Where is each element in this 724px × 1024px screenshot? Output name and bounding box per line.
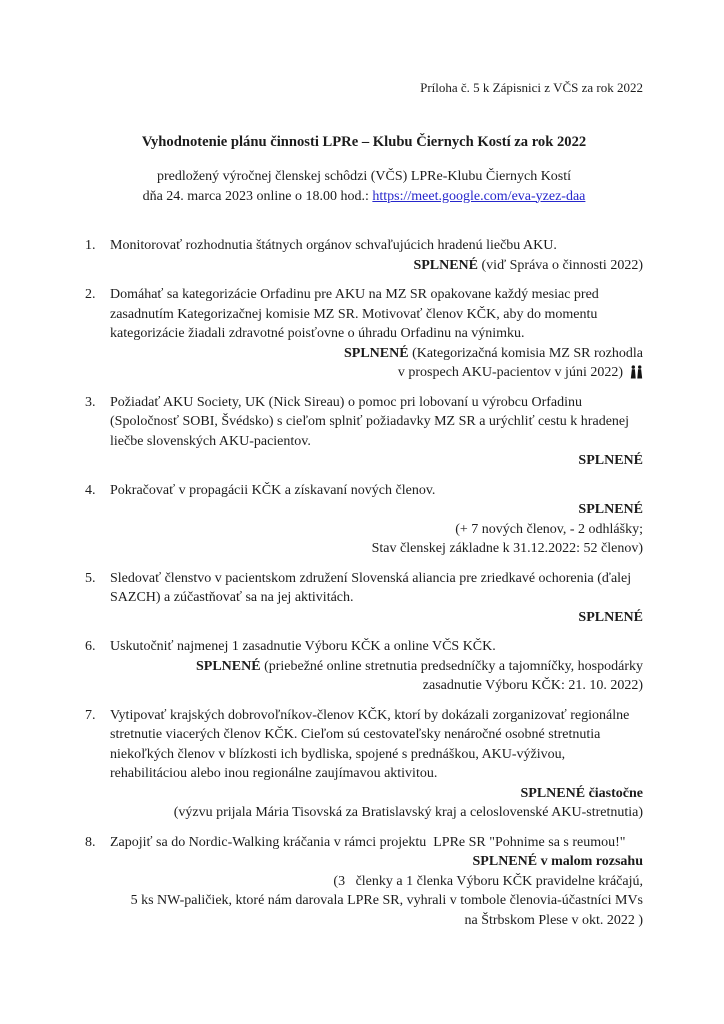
result-detail-text: 5 ks NW-paličiek, ktoré nám darovala LPRe SR, vyhrali v tombole členovia-účastníci MVs	[130, 893, 643, 908]
result-status-label: SPLNENÉ	[578, 609, 643, 625]
item-result	[75, 784, 643, 823]
item-result-line	[75, 911, 643, 931]
item-result-line	[75, 852, 643, 872]
item-number: 6.	[85, 639, 96, 654]
list-item	[85, 833, 643, 931]
item-number: 5.	[85, 570, 96, 586]
item-result	[75, 657, 643, 696]
result-detail-text: na Štrbskom Plese v okt. 2022 )	[464, 912, 643, 928]
attachment-note: Príloha č. 5 k Zápisnici z VČS za rok 2022	[420, 80, 643, 95]
result-detail-text: v prospech AKU-pacientov v júni 2022)	[397, 365, 623, 380]
item-result	[75, 256, 643, 276]
item-number: 8.	[85, 834, 96, 850]
result-detail-text: (3 členky a 1 členka Výboru KČK pravidelne kráčajú,	[333, 873, 643, 889]
result-status-label: SPLNENÉ čiastočne	[520, 785, 643, 801]
result-status-label: SPLNENÉ	[343, 345, 409, 361]
item-result-line	[75, 608, 643, 628]
meeting-link[interactable]: https://meet.google.com/eva-yzez-daa	[372, 188, 586, 204]
binoculars-icon	[630, 365, 643, 380]
list-item	[85, 481, 643, 559]
subtitle-line1: predložený výročnej členskej schôdzi (VČS) LPRe-Klubu Čiernych Kostí	[156, 169, 572, 184]
item-task: Požiadať AKU Society, UK (Nick Sireau) o pomoc pri lobovaní u výrobcu Orfadinu (Spoločnosť SOBI, Švédsko) s cieľom splniť požiadavky MZ SR a urýchliť cestu k hradenej liečbe slovenských AKU-pacientov.	[110, 394, 630, 449]
item-number: 4.	[85, 482, 96, 498]
item-result	[75, 852, 643, 930]
item-result	[75, 451, 643, 471]
item-result-line	[75, 344, 643, 364]
item-result-line	[75, 451, 643, 471]
item-result	[75, 608, 643, 628]
item-number: 1.	[85, 238, 96, 253]
subtitle-line2	[85, 187, 643, 207]
result-status-label: SPLNENÉ v malom rozsahu	[472, 854, 643, 869]
item-result-line	[75, 539, 643, 559]
task-list	[85, 236, 643, 930]
subtitle	[85, 167, 643, 206]
result-status-label: SPLNENÉ	[578, 453, 643, 468]
item-number: 2.	[85, 287, 96, 302]
result-detail-text: (výzvu prijala Mária Tisovská za Bratislavský kraj a celoslovenské AKU-stretnutia)	[173, 805, 643, 820]
list-item	[85, 236, 643, 275]
item-result-line	[75, 872, 643, 892]
item-number: 7.	[85, 707, 96, 723]
item-task: Vytipovať krajských dobrovoľníkov-členov KČK, ktorí by dokázali zorganizovať regionálne stretnutie viacerých členov KČK. Cieľom sú cestovateľsky nenáročné osobné stretnutia niekoľkých členov v blízkosti ich bydliska, spojené s prednáškou, AKU-výživou, rehabilitáciou alebo inou regionálne zaujímavou aktivitou.	[110, 707, 630, 781]
item-result-line	[75, 657, 643, 677]
list-item	[85, 393, 643, 471]
result-detail-text: (priebežné online stretnutia predsedníčky a tajomníčky, hospodárky	[260, 658, 643, 674]
item-result	[75, 500, 643, 559]
subtitle-line2-prefix: dňa 24. marca 2023 online o 18.00 hod.:	[142, 188, 373, 204]
result-detail-text: zasadnutie Výboru KČK: 21. 10. 2022)	[422, 678, 643, 693]
result-status-label: SPLNENÉ	[196, 658, 261, 674]
item-result-line	[75, 520, 643, 540]
item-result-line	[75, 803, 643, 823]
item-task: Zapojiť sa do Nordic-Walking kráčania v rámci projektu LPRe SR "Pohnime sa s reumou!"	[110, 834, 626, 850]
list-item	[85, 706, 643, 823]
page-title: Vyhodnotenie plánu činnosti LPRe – Klubu Čiernych Kostí za rok 2022	[141, 134, 587, 150]
item-result-line	[75, 363, 643, 383]
item-task: Uskutočniť najmenej 1 zasadnutie Výboru KČK a online VČS KČK.	[110, 639, 496, 654]
result-status-label: SPLNENÉ	[578, 502, 643, 517]
result-detail-text: Stav členskej základne k 31.12.2022: 52 členov)	[371, 541, 643, 556]
item-result-line	[75, 784, 643, 804]
list-item	[85, 637, 643, 696]
list-item	[85, 569, 643, 628]
item-number: 3.	[85, 394, 96, 410]
result-detail-text: (viď Správa o činnosti 2022)	[478, 257, 643, 273]
item-task: Domáhať sa kategorizácie Orfadinu pre AKU na MZ SR opakovane každý mesiac pred zasadnutím Kategorizačnej komisie MZ SR. Motivovať členov KČK, aby do momentu kategorizácie žiadali zdravotné poisťovne o úhradu Orfadinu na výnimku.	[110, 287, 599, 341]
item-task: Sledovať členstvo v pacientskom združení Slovenská aliancia pre zriedkavé ochorenia (ďalej SAZCH) a zúčastňovať sa na jej aktivitách.	[110, 570, 632, 605]
result-detail-text: (Kategorizačná komisia MZ SR rozhodla	[408, 345, 643, 361]
result-status-label: SPLNENÉ	[413, 257, 479, 273]
item-result-line	[75, 891, 643, 911]
item-result-line	[75, 676, 643, 696]
item-task: Monitorovať rozhodnutia štátnych orgánov schvaľujúcich hradenú liečbu AKU.	[110, 238, 557, 253]
item-result-line	[75, 500, 643, 520]
item-task: Pokračovať v propagácii KČK a získavaní nových členov.	[110, 482, 436, 498]
list-item	[85, 285, 643, 383]
result-detail-text: (+ 7 nových členov, - 2 odhlášky;	[455, 521, 643, 537]
item-result-line	[75, 256, 643, 276]
item-result	[75, 344, 643, 383]
